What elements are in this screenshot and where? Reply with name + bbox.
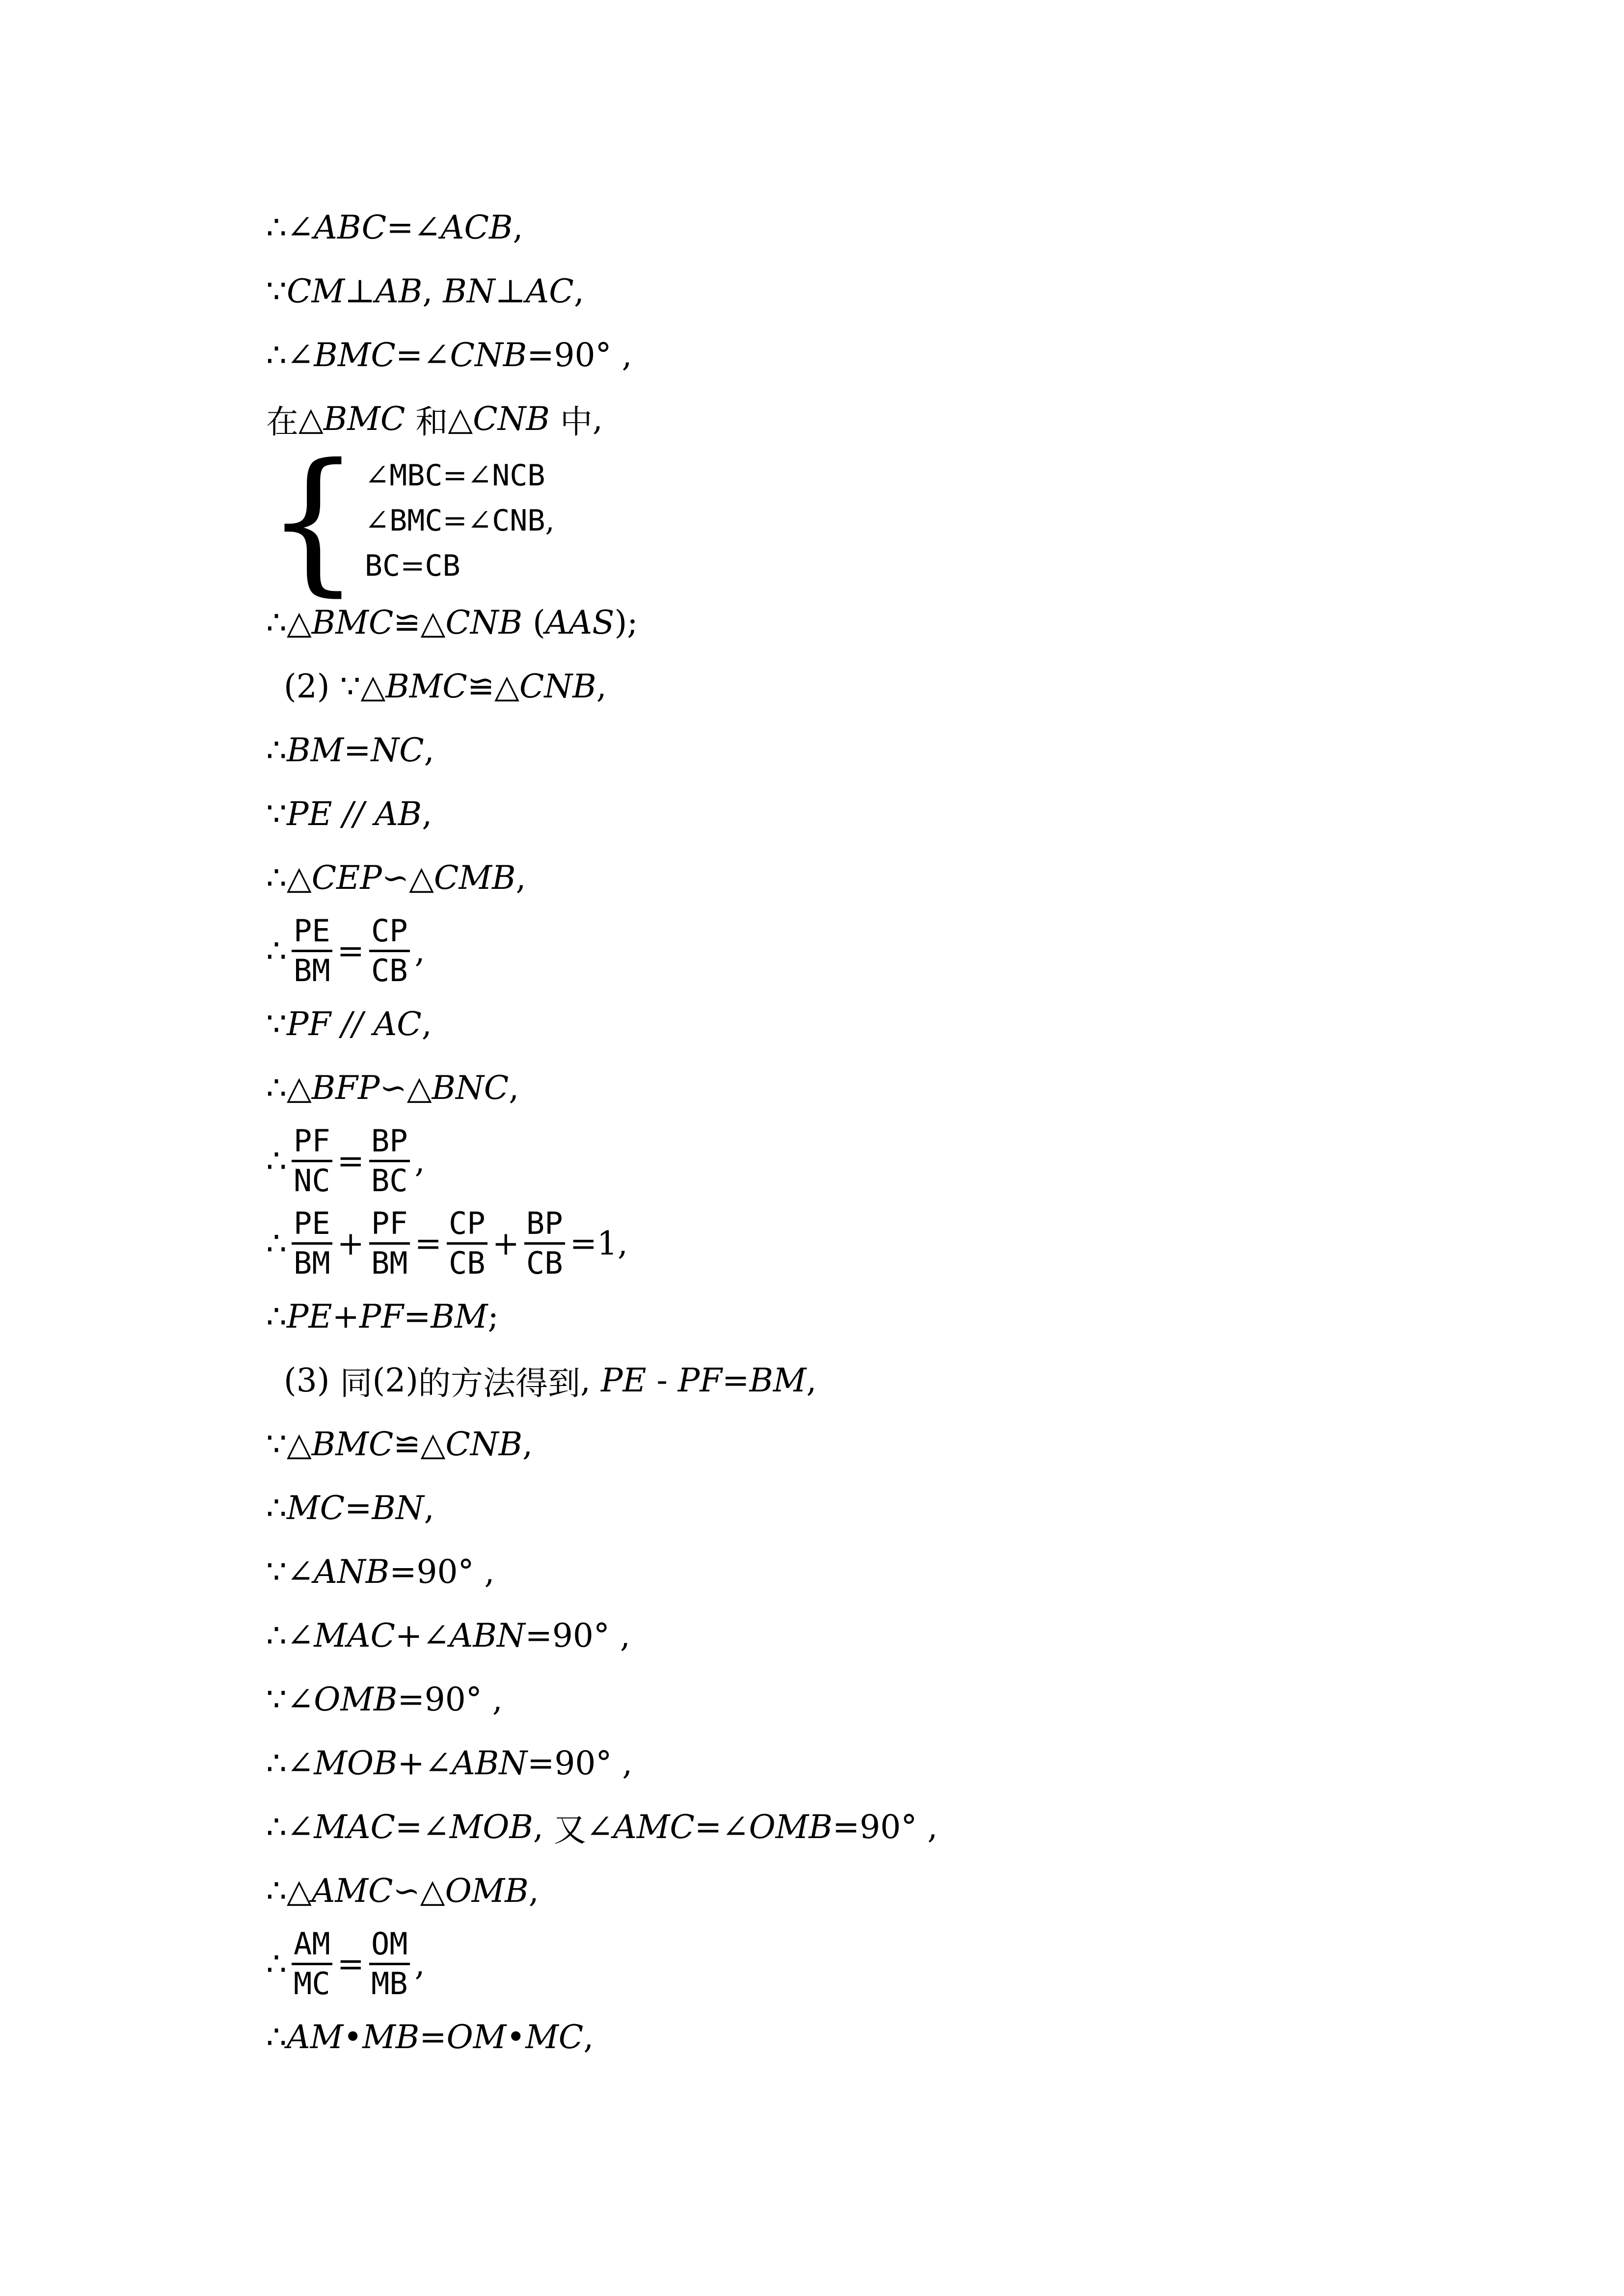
math-symbol: △ bbox=[298, 400, 324, 438]
math-variable: BNC bbox=[432, 1068, 509, 1107]
math-variable: ABN bbox=[452, 1744, 528, 1782]
proof-line bbox=[266, 195, 938, 259]
math-symbol: ∠ bbox=[586, 1808, 614, 1846]
chinese-text: 又 bbox=[553, 1811, 586, 1849]
math-variable: BM bbox=[431, 1297, 488, 1335]
fraction bbox=[369, 1926, 410, 2002]
proof-line bbox=[266, 1056, 938, 1120]
fraction-denominator: CB bbox=[371, 952, 408, 988]
fraction bbox=[447, 1207, 487, 1279]
math-symbol: ∴∠ bbox=[266, 208, 314, 246]
math-symbol: , bbox=[580, 1361, 601, 1399]
math-variable: PE bbox=[600, 1361, 647, 1399]
math-symbol: , bbox=[545, 503, 555, 538]
math-variable: AM bbox=[287, 2018, 344, 2056]
system-equation-line bbox=[365, 543, 555, 588]
math-variable: PF // AC bbox=[287, 1005, 422, 1043]
equation-term: BC bbox=[364, 548, 401, 583]
proof-line bbox=[266, 1859, 938, 1922]
proof-line bbox=[266, 1922, 938, 2005]
math-symbol: ≌△ bbox=[393, 1425, 446, 1463]
fraction bbox=[524, 1207, 565, 1279]
math-symbol: =1, bbox=[569, 1224, 628, 1262]
proof-line bbox=[266, 1540, 938, 1603]
math-symbol: ≌△ bbox=[393, 603, 446, 641]
system-equation-line bbox=[365, 453, 555, 498]
math-symbol: ( bbox=[522, 603, 545, 641]
math-symbol: ≌△ bbox=[467, 667, 519, 705]
math-variable: MC bbox=[287, 1489, 345, 1527]
math-variable: CNB bbox=[519, 667, 596, 705]
fraction-denominator: NC bbox=[294, 1162, 330, 1199]
math-symbol: ∵∠ bbox=[266, 1680, 314, 1718]
math-symbol: ∵ bbox=[266, 1005, 287, 1043]
math-variable: ANB bbox=[314, 1552, 390, 1591]
math-variable: AMC bbox=[311, 1871, 393, 1910]
chinese-text: 中 bbox=[549, 402, 593, 441]
math-symbol: , bbox=[592, 400, 603, 438]
math-symbol: , bbox=[573, 272, 584, 310]
math-symbol: △ bbox=[448, 400, 473, 438]
math-variable: BMC bbox=[323, 400, 406, 438]
math-symbol: =90° , bbox=[525, 1616, 630, 1655]
math-variable: CNB bbox=[445, 603, 523, 641]
proof-line bbox=[266, 1412, 938, 1476]
proof-line bbox=[266, 1603, 938, 1667]
math-variable: BMC bbox=[314, 336, 396, 374]
proof-line bbox=[266, 846, 938, 909]
math-symbol: ∴ bbox=[266, 1945, 287, 1983]
math-symbol: ∽△ bbox=[393, 1871, 445, 1910]
math-variable: NC bbox=[371, 731, 424, 769]
proof-line bbox=[284, 654, 938, 718]
math-symbol: ∴∠ bbox=[266, 1744, 314, 1782]
fraction-numerator: PE bbox=[294, 1205, 330, 1242]
fraction-bar bbox=[369, 1963, 410, 1965]
proof-line bbox=[284, 1348, 938, 1412]
math-symbol: ∵ bbox=[266, 795, 287, 833]
fraction-numerator: CP bbox=[371, 913, 408, 949]
math-symbol: =∠ bbox=[442, 503, 492, 538]
math-variable: MOB bbox=[449, 1808, 533, 1846]
math-symbol: ∴∠ bbox=[266, 1616, 314, 1655]
chinese-text: 和 bbox=[405, 402, 448, 441]
math-symbol: = bbox=[344, 731, 371, 769]
math-symbol: , bbox=[515, 858, 526, 897]
math-symbol: ∴△ bbox=[266, 1871, 312, 1910]
math-symbol: ∽△ bbox=[381, 858, 434, 897]
math-symbol: ∵△ bbox=[266, 1425, 312, 1463]
fraction-numerator: PF bbox=[294, 1123, 330, 1159]
math-variable: OMB bbox=[445, 1871, 529, 1910]
equation-term: BMC bbox=[389, 503, 443, 538]
math-variable: PE // AB bbox=[287, 795, 422, 833]
math-symbol: = bbox=[345, 1489, 372, 1527]
math-variable: BMC bbox=[311, 1425, 394, 1463]
math-variable: BN bbox=[443, 272, 495, 310]
fraction-numerator: BP bbox=[371, 1123, 408, 1159]
proof-line bbox=[266, 323, 938, 387]
math-symbol: , bbox=[528, 1871, 539, 1910]
proof-line bbox=[266, 387, 938, 451]
math-symbol: - bbox=[646, 1361, 678, 1399]
math-symbol: , bbox=[533, 1808, 554, 1846]
proof-line bbox=[266, 1202, 938, 1284]
math-symbol: + bbox=[332, 1297, 359, 1335]
math-symbol: = bbox=[337, 1142, 364, 1180]
proof-line bbox=[266, 992, 938, 1056]
equation-system bbox=[266, 430, 938, 611]
math-variable: PF bbox=[677, 1361, 722, 1399]
math-symbol: =90° , bbox=[527, 336, 632, 374]
fraction-bar bbox=[292, 1242, 332, 1245]
math-variable: BM bbox=[749, 1361, 807, 1399]
math-symbol: ∴△ bbox=[266, 858, 312, 897]
math-symbol: +∠ bbox=[395, 1616, 450, 1655]
proof-line bbox=[266, 718, 938, 782]
fraction-numerator: PF bbox=[371, 1205, 408, 1242]
proof-line bbox=[266, 1731, 938, 1795]
math-symbol: ⊥ bbox=[495, 272, 526, 310]
fraction-denominator: CB bbox=[526, 1245, 563, 1281]
math-symbol: = bbox=[419, 2018, 447, 2056]
fraction-numerator: PE bbox=[294, 913, 330, 949]
math-symbol: =∠ bbox=[442, 458, 492, 493]
fraction-denominator: BM bbox=[294, 952, 330, 988]
math-symbol: , bbox=[422, 272, 443, 310]
fraction-bar bbox=[292, 1963, 332, 1965]
math-symbol: , bbox=[424, 731, 434, 769]
left-brace-icon: { bbox=[266, 430, 360, 611]
math-symbol: ∴ bbox=[266, 2018, 287, 2056]
proof-line bbox=[266, 782, 938, 846]
proof-line bbox=[266, 1476, 938, 1540]
math-variable: MB bbox=[362, 2018, 420, 2056]
math-symbol: , bbox=[414, 932, 425, 970]
math-symbol: = bbox=[414, 1224, 442, 1262]
proof-line bbox=[266, 1284, 938, 1348]
proof-line bbox=[266, 1795, 938, 1859]
math-symbol: =90° , bbox=[397, 1680, 503, 1718]
equation-term: CB bbox=[425, 548, 460, 583]
fraction-numerator: OM bbox=[371, 1926, 408, 1962]
math-variable: OMB bbox=[749, 1808, 833, 1846]
math-symbol: ∴ bbox=[266, 1489, 287, 1527]
fraction-bar bbox=[292, 1160, 332, 1162]
proof-line bbox=[266, 1120, 938, 1202]
system-equations bbox=[365, 453, 555, 588]
math-variable: CNB bbox=[450, 336, 527, 374]
fraction-bar bbox=[369, 950, 410, 952]
math-symbol: =∠ bbox=[386, 208, 441, 246]
math-symbol: + bbox=[492, 1224, 519, 1262]
math-symbol: + bbox=[337, 1224, 364, 1262]
math-variable: ABN bbox=[449, 1616, 525, 1655]
proof-line bbox=[266, 590, 938, 654]
chinese-text: 同 bbox=[340, 1364, 373, 1402]
math-variable: AAS bbox=[545, 603, 615, 641]
math-symbol: ∴△ bbox=[266, 603, 312, 641]
fraction-numerator: BP bbox=[526, 1205, 563, 1242]
math-symbol: = bbox=[722, 1361, 750, 1399]
equation-term: MBC bbox=[389, 458, 443, 493]
math-variable: BMC bbox=[311, 603, 394, 641]
fraction-denominator: CB bbox=[448, 1245, 486, 1281]
math-variable: MC bbox=[525, 2018, 584, 2056]
math-symbol: (2) ∵△ bbox=[284, 667, 386, 705]
math-symbol: , bbox=[522, 1425, 533, 1463]
fraction-bar bbox=[369, 1160, 410, 1162]
math-symbol: =∠ bbox=[395, 1808, 450, 1846]
fraction-bar bbox=[369, 1242, 410, 1245]
math-variable: BM bbox=[287, 731, 344, 769]
fraction-denominator: BM bbox=[294, 1245, 330, 1281]
fraction bbox=[292, 1207, 332, 1279]
math-symbol: ∴ bbox=[266, 1297, 287, 1335]
fraction-bar bbox=[524, 1242, 565, 1245]
math-symbol: , bbox=[806, 1361, 817, 1399]
math-variable: AC bbox=[525, 272, 574, 310]
chinese-text: 在 bbox=[266, 402, 298, 441]
math-variable: AMC bbox=[613, 1808, 695, 1846]
math-symbol: = bbox=[400, 548, 425, 583]
math-variable: CNB bbox=[473, 400, 550, 438]
math-symbol: ∽△ bbox=[379, 1068, 432, 1107]
math-symbol: ∴ bbox=[266, 932, 287, 970]
fraction bbox=[369, 1207, 410, 1279]
math-variable: MAC bbox=[314, 1808, 396, 1846]
math-symbol: • bbox=[343, 2018, 363, 2056]
math-symbol: ∠ bbox=[364, 503, 390, 538]
math-symbol: = bbox=[337, 932, 364, 970]
math-variable: ACB bbox=[440, 208, 513, 246]
math-symbol: ∴∠ bbox=[266, 1808, 314, 1846]
math-symbol: ⊥ bbox=[345, 272, 376, 310]
math-symbol: • bbox=[506, 2018, 526, 2056]
math-symbol: , bbox=[414, 1945, 425, 1983]
fraction-numerator: CP bbox=[448, 1205, 486, 1242]
proof-line bbox=[266, 2005, 938, 2069]
math-variable: OM bbox=[446, 2018, 507, 2056]
math-symbol: , bbox=[509, 1068, 519, 1107]
proof-line bbox=[266, 909, 938, 992]
math-symbol: (2) bbox=[372, 1361, 418, 1399]
math-symbol: ∴△ bbox=[266, 1068, 312, 1107]
fraction-denominator: MC bbox=[294, 1965, 330, 2002]
math-variable: MAC bbox=[314, 1616, 396, 1655]
fraction-bar bbox=[292, 950, 332, 952]
math-symbol: =90° , bbox=[832, 1808, 938, 1846]
math-symbol: , bbox=[422, 795, 433, 833]
math-symbol: ∵ bbox=[266, 272, 287, 310]
fraction bbox=[369, 1123, 410, 1199]
math-variable: ABC bbox=[314, 208, 387, 246]
system-equation-line bbox=[365, 498, 555, 543]
fraction bbox=[292, 1123, 332, 1199]
math-symbol: ∴ bbox=[266, 1142, 287, 1180]
proof-line bbox=[266, 259, 938, 323]
math-variable: OMB bbox=[314, 1680, 398, 1718]
math-symbol: ; bbox=[487, 1297, 499, 1335]
proof-line bbox=[266, 1667, 938, 1731]
math-symbol: =90° , bbox=[527, 1744, 633, 1782]
math-symbol: , bbox=[513, 208, 523, 246]
math-symbol: ∵∠ bbox=[266, 1552, 314, 1591]
chinese-text: 的方法得到 bbox=[418, 1364, 580, 1402]
math-symbol: = bbox=[337, 1945, 364, 1983]
fraction bbox=[369, 915, 410, 986]
math-symbol: =∠ bbox=[694, 1808, 749, 1846]
math-symbol: , bbox=[583, 2018, 594, 2056]
fraction-denominator: BM bbox=[371, 1245, 408, 1281]
math-variable: BFP bbox=[311, 1068, 380, 1107]
math-variable: CMB bbox=[433, 858, 516, 897]
math-variable: BMC bbox=[385, 667, 467, 705]
equation-term: NCB bbox=[492, 458, 545, 493]
math-symbol: ∴∠ bbox=[266, 336, 314, 374]
math-variable: CM bbox=[287, 272, 345, 310]
fraction bbox=[292, 1926, 332, 2002]
math-symbol: (3) bbox=[284, 1361, 340, 1399]
math-symbol: , bbox=[424, 1489, 434, 1527]
proof-content bbox=[266, 195, 938, 2069]
math-variable: CNB bbox=[445, 1425, 523, 1463]
math-symbol: , bbox=[596, 667, 607, 705]
math-symbol: ∴ bbox=[266, 1224, 287, 1262]
math-symbol: =90° , bbox=[389, 1552, 495, 1591]
equation-term: CNB bbox=[492, 503, 545, 538]
fraction bbox=[292, 915, 332, 986]
math-symbol: = bbox=[404, 1297, 431, 1335]
math-variable: BN bbox=[372, 1489, 424, 1527]
math-symbol: ); bbox=[614, 603, 638, 641]
math-symbol: ∴ bbox=[266, 731, 287, 769]
fraction-bar bbox=[447, 1242, 487, 1245]
math-variable: CEP bbox=[311, 858, 382, 897]
math-symbol: =∠ bbox=[395, 336, 450, 374]
math-symbol: +∠ bbox=[397, 1744, 452, 1782]
math-symbol: , bbox=[414, 1142, 425, 1180]
fraction-denominator: MB bbox=[371, 1965, 408, 2002]
math-variable: MOB bbox=[314, 1744, 398, 1782]
math-variable: AB bbox=[375, 272, 423, 310]
fraction-numerator: AM bbox=[294, 1926, 330, 1962]
math-variable: PE bbox=[287, 1297, 332, 1335]
fraction-denominator: BC bbox=[371, 1162, 408, 1199]
math-variable: PF bbox=[359, 1297, 404, 1335]
math-symbol: , bbox=[421, 1005, 432, 1043]
math-symbol: ∠ bbox=[364, 458, 390, 493]
